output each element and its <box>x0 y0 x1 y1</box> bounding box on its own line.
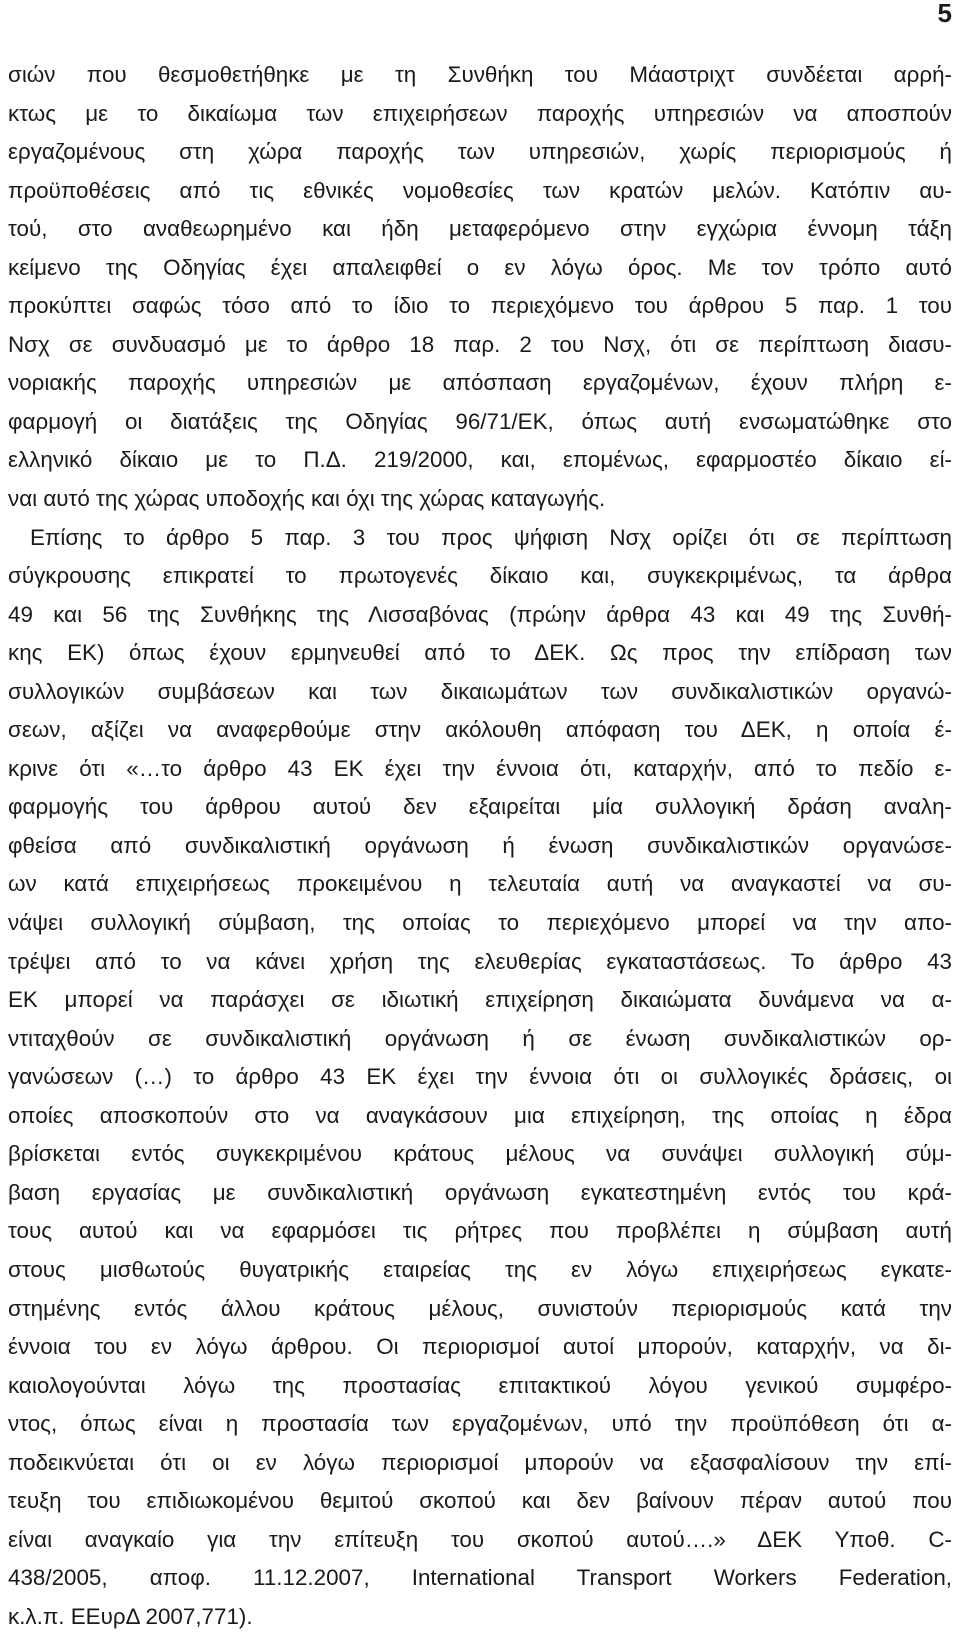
text-line: κτως με το δικαίωμα των επιχειρήσεων παροχής υπηρεσιών να αποσπούν <box>8 100 952 126</box>
text-line: βαση εργασίας με συνδικαλιστική οργάνωση εγκατεστημένη εντός του κρά- <box>8 1179 952 1205</box>
text-line: ΕΚ μπορεί να παράσχει σε ιδιωτική επιχείρηση δικαιώματα δυνάμενα να α- <box>8 987 952 1013</box>
text-line: σύγκρουσης επικρατεί το πρωτογενές δίκαιο και, συγκεκριμένως, τα άρθρα <box>8 563 952 589</box>
text-line: κείμενο της Οδηγίας έχει απαλειφθεί ο εν λόγω όρος. Με τον τρόπο αυτό <box>8 254 952 280</box>
paragraph-end-line: κ.λ.π. ΕΕυρΔ 2007,771). <box>8 1603 253 1629</box>
paragraph-end-line: ναι αυτό της χώρας υποδοχής και όχι της χώρας καταγωγής. <box>8 486 606 512</box>
text-line: συλλογικών συμβάσεων και των δικαιωμάτων των συνδικαλιστικών οργανώ- <box>8 678 952 704</box>
text-line: σεων, αξίζει να αναφερθούμε στην ακόλουθη απόφαση του ΔΕΚ, η οποία έ- <box>8 717 952 743</box>
text-line: ελληνικό δίκαιο με το Π.Δ. 219/2000, και, επομένως, εφαρμοστέο δίκαιο εί- <box>8 447 952 473</box>
text-line: Νσχ σε συνδυασμό με το άρθρο 18 παρ. 2 του Νσχ, ότι σε περίπτωση διασυ- <box>8 331 952 357</box>
text-line: νοριακής παροχής υπηρεσιών με απόσπαση εργαζομένων, έχουν πλήρη ε- <box>8 370 952 396</box>
text-line: τού, στο αναθεωρημένο και ήδη μεταφερόμενο στην εγχώρια έννομη τάξη <box>8 216 952 242</box>
text-line: ντος, όπως είναι η προστασία των εργαζομένων, υπό την προϋπόθεση ότι α- <box>8 1411 952 1437</box>
text-line: φαρμογή οι διατάξεις της Οδηγίας 96/71/ΕΚ, όπως αυτή ενσωματώθηκε στο <box>8 408 952 434</box>
text-line: νάψει συλλογική σύμβαση, της οποίας το περιεχόμενο μπορεί να την απο- <box>8 910 952 936</box>
text-line: φθείσα από συνδικαλιστική οργάνωση ή ένωση συνδικαλιστικών οργανώσε- <box>8 832 952 858</box>
text-line: κρινε ότι «…το άρθρο 43 ΕΚ έχει την έννοια ότι, καταρχήν, από το πεδίο ε- <box>8 755 952 781</box>
text-line: βρίσκεται εντός συγκεκριμένου κράτους μέλους να συνάψει συλλογική σύμ- <box>8 1141 952 1167</box>
text-line: στημένης εντός άλλου κράτους μέλους, συνιστούν περιορισμούς κατά την <box>8 1295 952 1321</box>
text-line: εργαζομένους στη χώρα παροχής των υπηρεσιών, χωρίς περιορισμούς ή <box>8 139 952 165</box>
text-line: στους μισθωτούς θυγατρικής εταιρείας της εν λόγω επιχειρήσεως εγκατε- <box>8 1256 952 1282</box>
text-line: προκύπτει σαφώς τόσο από το ίδιο το περιεχόμενο του άρθρου 5 παρ. 1 του <box>8 293 952 319</box>
text-line: καιολογούνται λόγω της προστασίας επιτακτικού λόγου γενικού συμφέρο- <box>8 1372 952 1398</box>
text-line: ων κατά επιχειρήσεως προκειμένου η τελευταία αυτή να αναγκαστεί να συ- <box>8 871 952 897</box>
text-line: προϋποθέσεις από τις εθνικές νομοθεσίες των κρατών μελών. Κατόπιν αυ- <box>8 177 952 203</box>
text-line: τρέψει από το να κάνει χρήση της ελευθερίας εγκαταστάσεως. Το άρθρο 43 <box>8 948 952 974</box>
text-line: φαρμογής του άρθρου αυτού δεν εξαιρείται μία συλλογική δράση αναλη- <box>8 794 952 820</box>
text-line: οποίες αποσκοπούν στο να αναγκάσουν μια επιχείρηση, της οποίας η έδρα <box>8 1102 952 1128</box>
text-line: κης ΕΚ) όπως έχουν ερμηνευθεί από το ΔΕΚ. Ως προς την επίδραση των <box>8 640 952 666</box>
body-text <box>8 56 952 1636</box>
text-line: γανώσεων (…) το άρθρο 43 ΕΚ έχει την έννοια ότι οι συλλογικές δράσεις, οι <box>8 1064 952 1090</box>
text-line: τους αυτού και να εφαρμόσει τις ρήτρες που προβλέπει η σύμβαση αυτή <box>8 1218 952 1244</box>
text-line: ντιταχθούν σε συνδικαλιστική οργάνωση ή σε ένωση συνδικαλιστικών ορ- <box>8 1025 952 1051</box>
text-line: 49 και 56 της Συνθήκης της Λισσαβόνας (πρώην άρθρα 43 και 49 της Συνθή- <box>8 601 952 627</box>
text-line: τευξη του επιδιωκομένου θεμιτού σκοπού και δεν βαίνουν πέραν αυτού που <box>8 1488 952 1514</box>
text-line: 438/2005, αποφ. 11.12.2007, International Transport Workers Federation, <box>8 1565 952 1591</box>
text-line: ποδεικνύεται ότι οι εν λόγω περιορισμοί μπορούν να εξασφαλίσουν την επί- <box>8 1449 952 1475</box>
text-line: είναι αναγκαίο για την επίτευξη του σκοπού αυτού….» ΔΕΚ Υποθ. C- <box>8 1526 952 1552</box>
page-number: 5 <box>937 0 952 28</box>
paragraph-start-line: Επίσης το άρθρο 5 παρ. 3 του προς ψήφιση Νσχ ορίζει ότι σε περίπτωση <box>30 524 952 550</box>
text-line: έννοια του εν λόγω άρθρου. Οι περιορισμοί αυτοί μπορούν, καταρχήν, να δι- <box>8 1334 952 1360</box>
text-line: σιών που θεσμοθετήθηκε με τη Συνθήκη του Μάαστριχτ συνδέεται αρρή- <box>8 62 952 87</box>
